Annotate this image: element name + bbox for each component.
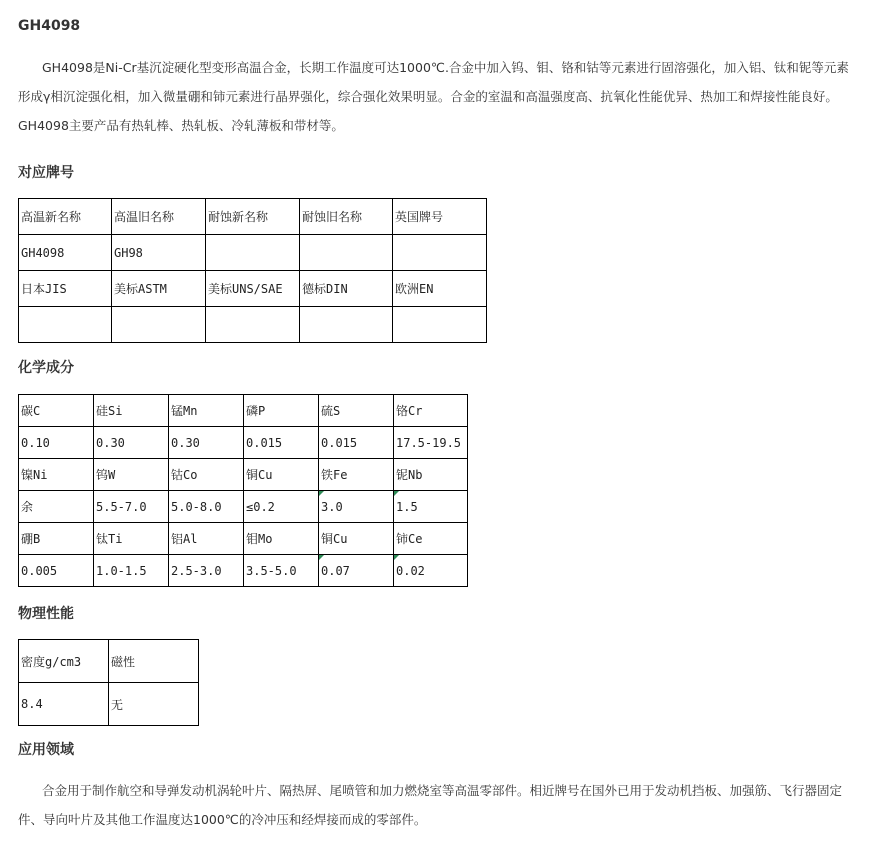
page-title: GH4098 xyxy=(18,18,81,34)
table-cell xyxy=(112,307,206,343)
table-cell xyxy=(19,307,112,343)
table-cell: 高温新名称 xyxy=(19,199,112,235)
table-cell xyxy=(393,307,487,343)
table-cell: 铜Cu xyxy=(244,459,319,491)
table-cell: 铈Ce xyxy=(394,523,468,555)
table-row xyxy=(19,491,468,523)
table-cell xyxy=(206,235,300,271)
table-cell: 钨W xyxy=(94,459,169,491)
table-cell: 0.07 xyxy=(319,555,394,587)
table-cell xyxy=(393,235,487,271)
table-cell: 钼Mo xyxy=(244,523,319,555)
table-cell: 欧洲EN xyxy=(393,271,487,307)
table-cell: 高温旧名称 xyxy=(112,199,206,235)
table-cell: 0.30 xyxy=(94,427,169,459)
table-cell: 美标UNS/SAE xyxy=(206,271,300,307)
physical-heading: 物理性能 xyxy=(18,606,74,622)
table-row xyxy=(19,235,487,271)
application-heading: 应用领域 xyxy=(18,742,74,758)
table-cell: 0.10 xyxy=(19,427,94,459)
composition-table xyxy=(18,394,468,587)
intro-paragraph xyxy=(18,53,858,140)
table-row xyxy=(19,427,468,459)
table-cell: 硼B xyxy=(19,523,94,555)
table-cell: 硫S xyxy=(319,395,394,427)
table-cell: 3.0 xyxy=(319,491,394,523)
table-cell xyxy=(206,307,300,343)
intro-text: GH4098是Ni-Cr基沉淀硬化型变形高温合金，长期工作温度可达1000℃.合金中加入钨、钼、铬和钴等元素进行固溶强化，加入铝、钛和铌等元素形成γ相沉淀强化相，加入微量硼和铈元素进行晶界强化，综合强化效果明显。合金的室温和高温强度高、抗氧化性能优异、热加工和焊接性能良好。GH4098主要产品有热轧棒、热轧板、冷轧薄板和带材等。 xyxy=(18,60,849,133)
table-cell: 1.5 xyxy=(394,491,468,523)
table-cell: 铝Al xyxy=(169,523,244,555)
table-cell: 8.4 xyxy=(19,683,109,726)
table-row xyxy=(19,555,468,587)
table-cell: 0.30 xyxy=(169,427,244,459)
table-cell: 铌Nb xyxy=(394,459,468,491)
table-cell xyxy=(300,307,393,343)
table-cell: 5.5-7.0 xyxy=(94,491,169,523)
table-cell: 0.005 xyxy=(19,555,94,587)
table-cell: 锰Mn xyxy=(169,395,244,427)
table-cell: 0.015 xyxy=(319,427,394,459)
table-cell: 日本JIS xyxy=(19,271,112,307)
table-row xyxy=(19,199,487,235)
table-cell: 2.5-3.0 xyxy=(169,555,244,587)
table-cell: 0.015 xyxy=(244,427,319,459)
physical-table xyxy=(18,639,199,726)
table-cell: GH98 xyxy=(112,235,206,271)
table-cell: 美标ASTM xyxy=(112,271,206,307)
composition-heading: 化学成分 xyxy=(18,360,74,376)
table-cell: 无 xyxy=(109,683,199,726)
table-cell: GH4098 xyxy=(19,235,112,271)
table-cell: 铬Cr xyxy=(394,395,468,427)
table-cell: 磁性 xyxy=(109,640,199,683)
table-cell: 0.02 xyxy=(394,555,468,587)
table-cell: 碳C xyxy=(19,395,94,427)
table-cell: 密度g/cm3 xyxy=(19,640,109,683)
table-row xyxy=(19,395,468,427)
table-cell: 3.5-5.0 xyxy=(244,555,319,587)
table-row xyxy=(19,459,468,491)
table-cell: ≤0.2 xyxy=(244,491,319,523)
table-cell: 17.5-19.5 xyxy=(394,427,468,459)
table-cell xyxy=(300,235,393,271)
table-cell: 钴Co xyxy=(169,459,244,491)
table-cell: 英国牌号 xyxy=(393,199,487,235)
table-row xyxy=(19,271,487,307)
table-cell: 铁Fe xyxy=(319,459,394,491)
table-cell: 磷P xyxy=(244,395,319,427)
application-paragraph xyxy=(18,776,858,834)
table-row xyxy=(19,307,487,343)
grades-heading: 对应牌号 xyxy=(18,165,74,181)
table-cell: 铜Cu xyxy=(319,523,394,555)
table-cell: 钛Ti xyxy=(94,523,169,555)
table-row xyxy=(19,640,199,683)
table-cell: 5.0-8.0 xyxy=(169,491,244,523)
table-cell: 硅Si xyxy=(94,395,169,427)
table-row xyxy=(19,683,199,726)
table-cell: 耐蚀新名称 xyxy=(206,199,300,235)
table-cell: 1.0-1.5 xyxy=(94,555,169,587)
table-cell: 余 xyxy=(19,491,94,523)
table-cell: 德标DIN xyxy=(300,271,393,307)
application-text: 合金用于制作航空和导弹发动机涡轮叶片、隔热屏、尾喷管和加力燃烧室等高温零部件。相近牌号在国外已用于发动机挡板、加强筋、飞行器固定件、导向叶片及其他工作温度达1000℃的冷冲压和经焊接而成的零部件。 xyxy=(18,783,843,827)
table-row xyxy=(19,523,468,555)
grades-table xyxy=(18,198,487,343)
table-cell: 耐蚀旧名称 xyxy=(300,199,393,235)
table-cell: 镍Ni xyxy=(19,459,94,491)
